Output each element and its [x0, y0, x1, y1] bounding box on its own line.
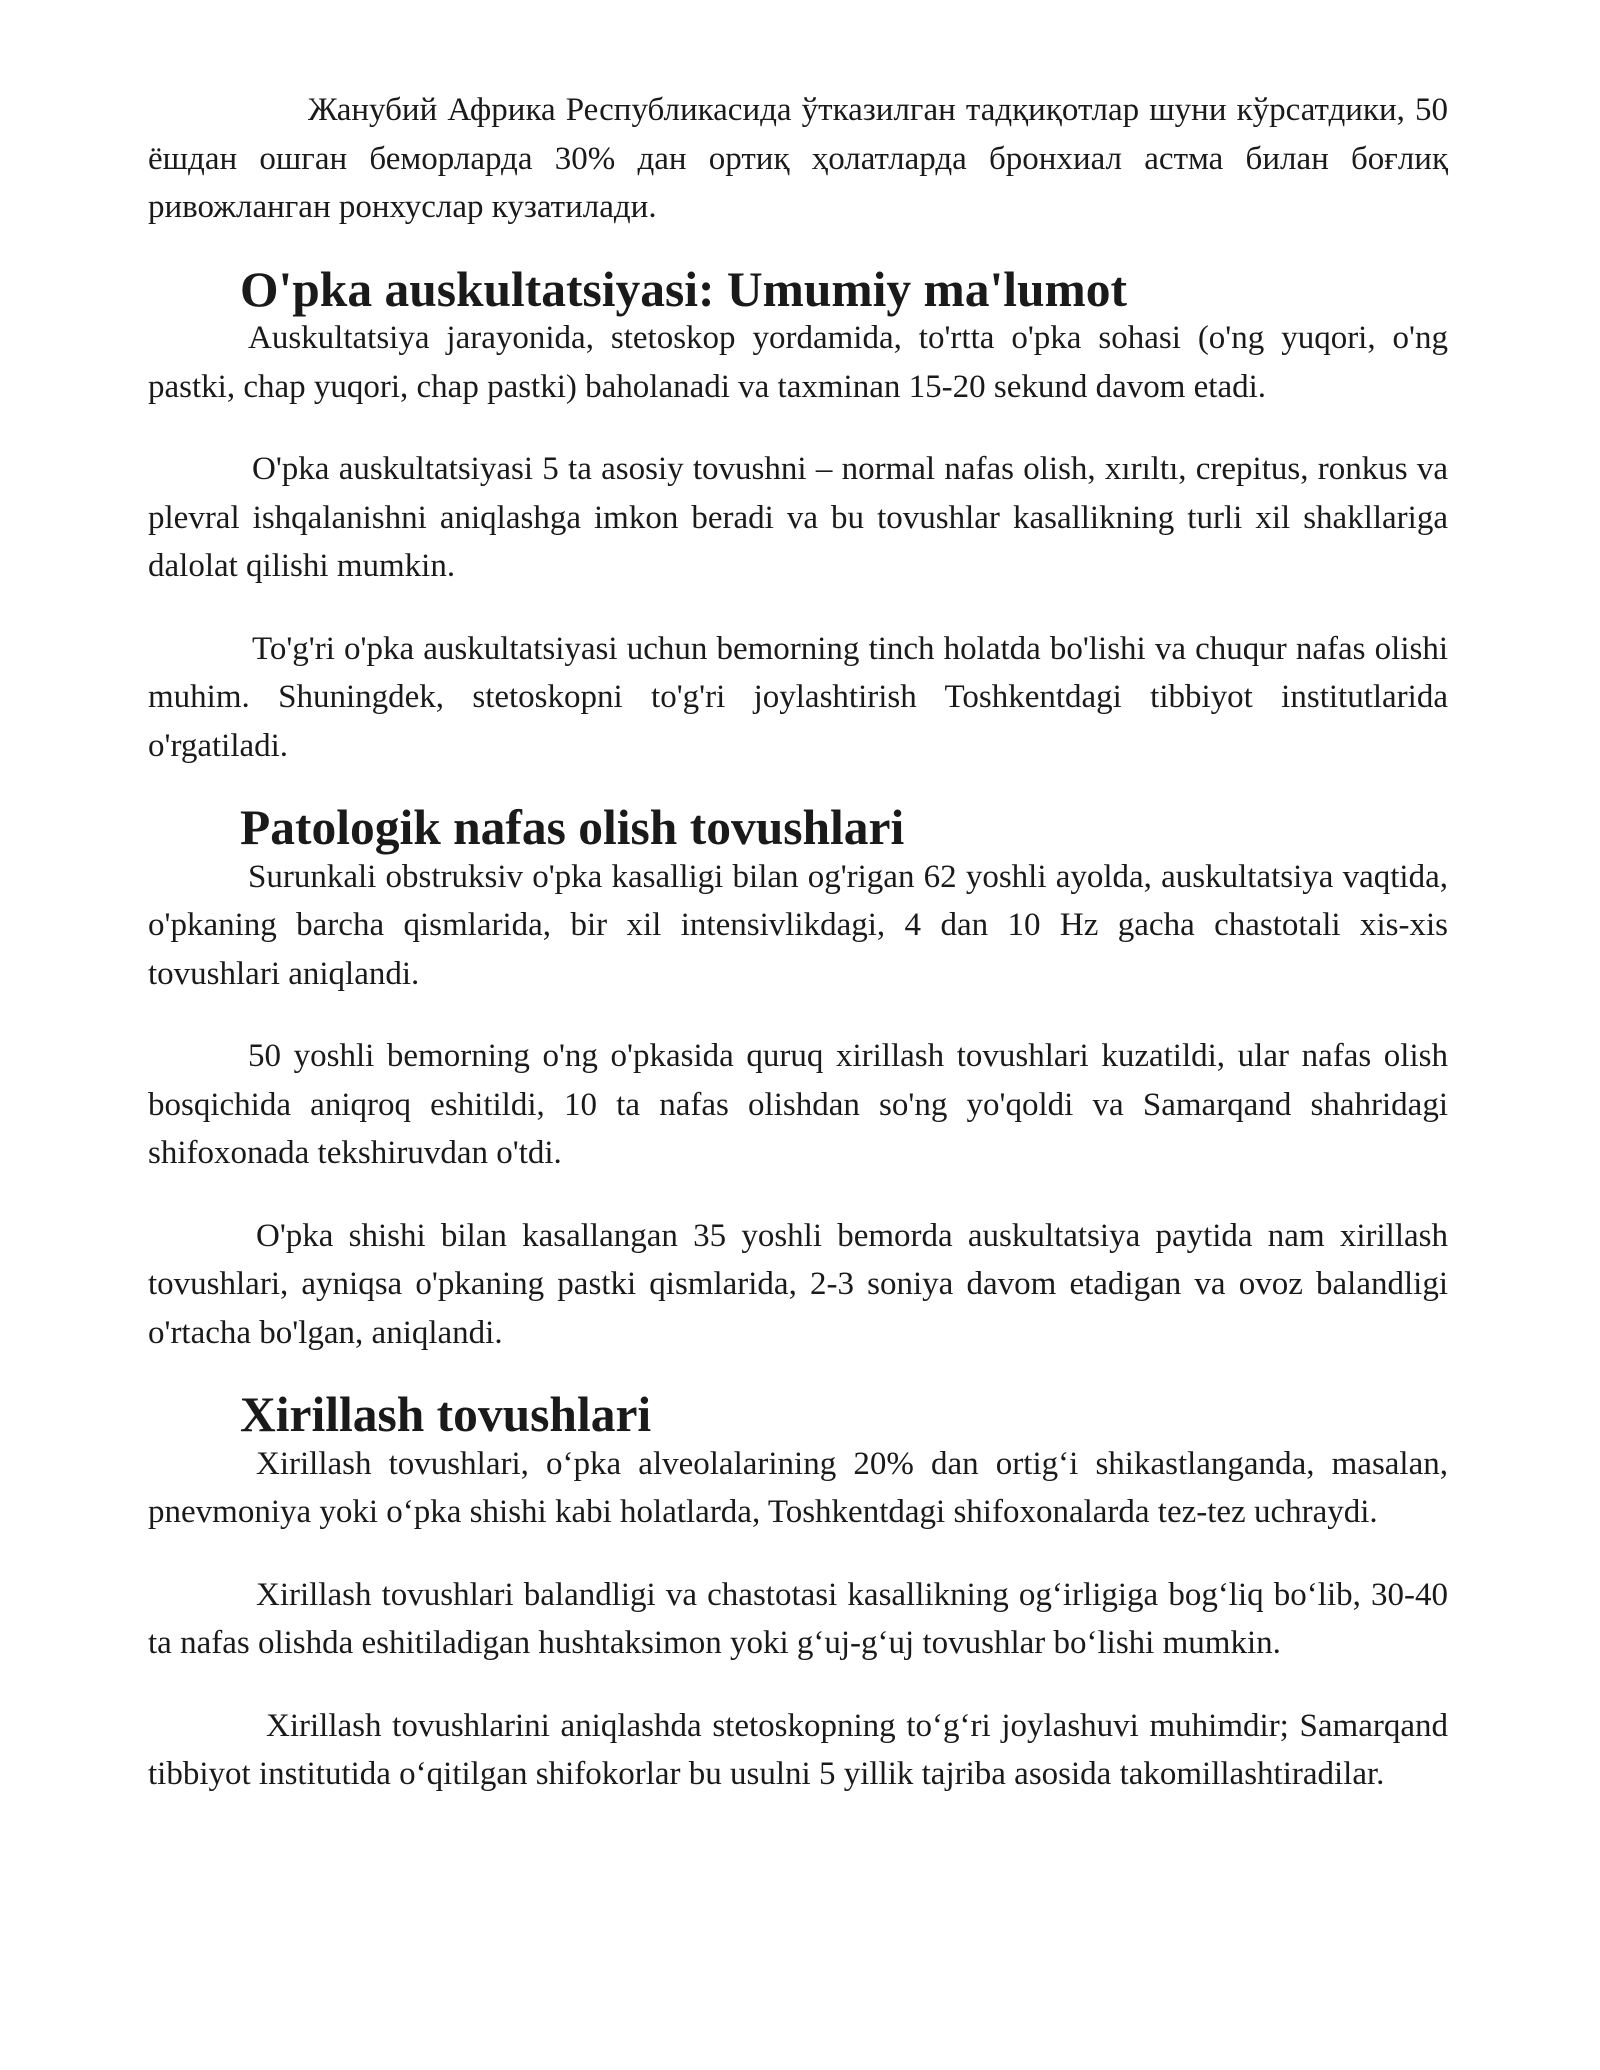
spacer: [148, 770, 1448, 804]
section-heading-general: O'pka auskultatsiyasi: Umumiy ma'lumot: [240, 261, 1128, 317]
paragraph-dry-wheeze-case: 50 yoshli bemorning o'ng o'pkasida quruq xirillash tovushlari kuzatildi, ular nafas olish bosqichida aniqroq eshitildi, 10 ta nafas olishdan so'ng yo'qoldi va Samarqand shahridagi shifoxonada tekshiruvdan o'tdi.: [148, 1038, 1448, 1171]
spacer: [148, 1178, 1448, 1212]
paragraph-copd-case: Surunkali obstruksiv o'pka kasalligi bilan og'rigan 62 yoshli ayolda, auskultatsiya vaqtida, o'pkaning barcha qismlarida, bir xil intensivlikdagi, 4 dan 10 Hz gacha chastotali xis-xis tovushlari aniqlandi.: [148, 858, 1448, 992]
spacer: [148, 1668, 1448, 1702]
spacer: [148, 998, 1448, 1032]
paragraph-edema-case: O'pka shishi bilan kasallangan 35 yoshli bemorda auskultatsiya paytida nam xirillash tovushlari, ayniqsa o'pkaning pastki qismlarida, 2-3 soniya davom etadigan va ovoz balandligi o'rtacha bo'lgan, aniqlandi.: [148, 1217, 1448, 1351]
paragraph-stethoscope-placement: Xirillash tovushlarini aniqlashda stetoskopning toʻgʻri joylashuvi muhimdir; Samarqand tibbiyot institutida oʻqitilgan shifokorlar bu usulni 5 yillik tajriba asosida takomillashtiradilar.: [148, 1707, 1448, 1792]
section-heading-wheezing: Xirillash tovushlari: [240, 1387, 652, 1442]
spacer: [148, 591, 1448, 625]
section-heading-pathological: Patologik nafas olish tovushlari: [240, 800, 905, 855]
paragraph-auscultation-process: Auskultatsiya jarayonida, stetoskop yordamida, to'rtta o'pka sohasi (o'ng yuqori, o'ng pastki, chap yuqori, chap pastki) baholanadi va taxminan 15-20 sekund davom etadi.: [148, 320, 1448, 405]
spacer: [148, 1537, 1448, 1571]
intro-paragraph: Жанубий Африка Республикасида ўтказилган тадқиқотлар шуни кўрсатдики, 50 ёшдан ошган беморларда 30% дан ортиқ ҳолатларда бронхиал астма билан боғлиқ ривожланган ронхуслар кузатилади.: [148, 92, 1448, 225]
paragraph-correct-auscultation: To'g'ri o'pka auskultatsiyasi uchun bemorning tinch holatda bo'lishi va chuqur nafas olishi muhim. Shuningdek, stetoskopni to'g'ri joylashtirish Toshkentdagi tibbiyot institutlarida o'rgatiladi.: [148, 630, 1448, 764]
paragraph-wheezing-loudness: Xirillash tovushlari balandligi va chastotasi kasallikning ogʻirligiga bogʻliq boʻlib, 30-40 ta nafas olishda eshitiladigan hushtaksimon yoki gʻuj-gʻuj tovushlar boʻlishi mumkin.: [148, 1576, 1448, 1661]
spacer: [148, 232, 1448, 266]
spacer: [148, 411, 1448, 445]
paragraph-main-sounds: O'pka auskultatsiyasi 5 ta asosiy tovushni – normal nafas olish, xırıltı, crepitus, ronkus va plevral ishqalanishni aniqlashga imkon beradi va bu tovushlar kasallikning turli xil shakllariga dalolat qilishi mumkin.: [148, 451, 1448, 584]
document-page: [148, 86, 1448, 1799]
spacer: [148, 1357, 1448, 1391]
paragraph-wheezing-frequency: Xirillash tovushlari, oʻpka alveolalarining 20% dan ortigʻi shikastlanganda, masalan, pnevmoniya yoki oʻpka shishi kabi holatlarda, Toshkentdagi shifoxonalarda tez-tez uchraydi.: [148, 1445, 1448, 1530]
